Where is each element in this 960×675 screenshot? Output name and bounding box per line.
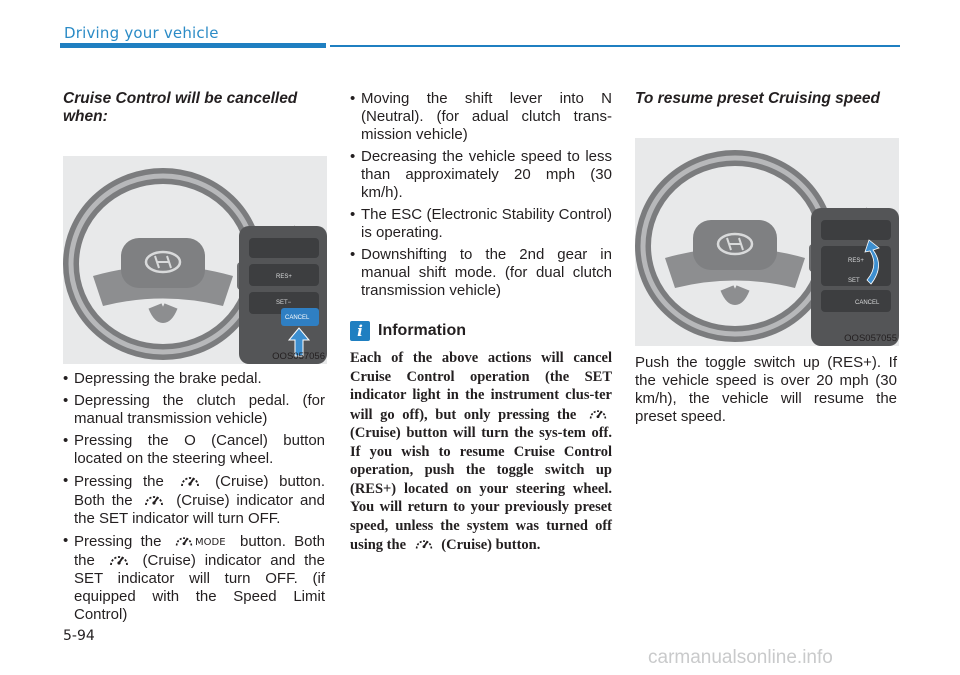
list-item: • Downshifting to the 2nd gear in manual shift mode. (for dual clutch transmission vehicle) (350, 246, 612, 300)
header-rule-thick (60, 43, 326, 48)
list-item: • Pressing the (Cruise) button. Both the (Cruise) indicator and the SET indicator will turn OFF. (63, 472, 325, 528)
resume-heading: To resume preset Cruising speed (635, 90, 880, 107)
cruise-icon (178, 472, 202, 488)
res-label: RES+ (276, 274, 292, 280)
res-label: RES+ (848, 258, 864, 264)
list-item: • Pressing the MODE button. Both the (Cruise) indicator and the SET indicator will turn OFF. (if equipped with the Speed Limit Control) (63, 532, 325, 624)
cancel-conditions-list-continued (350, 90, 612, 300)
information-title: Information (378, 322, 466, 339)
steering-wheel-illustration (63, 156, 327, 364)
information-body: Each of the above actions will cancel Cruise Control operation (the SET indicator light in the instrument clus-ter will go off), but only pressing the (Cruise) button will turn the sys-tem off. If you wish to resume Cruise Control operation, push the toggle switch up (RES+) located on your steering wheel. You will return to your previously preset speed, unless the system was turned off using the (Cruise) button. (350, 350, 612, 553)
cruise-mode-icon (173, 532, 229, 548)
list-item: • The ESC (Electronic Stability Control) is operating. (350, 206, 612, 242)
list-item: • Moving the shift lever into N (Neutral). (for adual clutch trans-mission vehicle) (350, 90, 612, 144)
cruise-icon (587, 405, 609, 421)
set-label: SET− (276, 300, 292, 306)
steering-wheel-illustration (635, 138, 899, 346)
list-item: • Depressing the clutch pedal. (for manual transmission vehicle) (63, 392, 325, 428)
column-1 (63, 90, 325, 628)
cancel-conditions-list (63, 370, 325, 624)
header-rule-thin (330, 45, 900, 47)
page-number: 5-94 (63, 628, 95, 644)
info-icon: i (350, 321, 370, 341)
cancel-label: CANCEL (855, 300, 880, 306)
resume-paragraph: Push the toggle switch up (RES+). If the vehicle speed is over 20 mph (30 km/h), the vehicle will resume the preset speed. (635, 354, 897, 425)
cruise-icon (413, 535, 435, 551)
column-2 (350, 90, 612, 555)
section-title: Driving your vehicle (64, 24, 219, 42)
list-item: • Pressing the O (Cancel) button located on the steering wheel. (63, 432, 325, 468)
set-label: SET (848, 278, 860, 284)
cruise-icon (107, 551, 131, 567)
list-item: • Depressing the brake pedal. (63, 370, 325, 388)
cancel-label: CANCEL (285, 315, 310, 321)
steering-wheel-figure-cancel (63, 156, 327, 364)
list-item: • Decreasing the vehicle speed to less than approximately 20 mph (30 km/h). (350, 148, 612, 202)
svg-text:MODE: MODE (194, 537, 226, 548)
cancel-heading: Cruise Control will be cancelled when: (63, 90, 298, 125)
figure-code: OOS057056 (272, 351, 325, 362)
watermark: carmanualsonline.info (648, 647, 833, 668)
figure-code: OOS057055 (844, 333, 897, 344)
steering-wheel-figure-resume (635, 138, 899, 346)
information-header (350, 320, 612, 342)
cruise-icon (142, 491, 166, 507)
column-3 (635, 90, 897, 441)
